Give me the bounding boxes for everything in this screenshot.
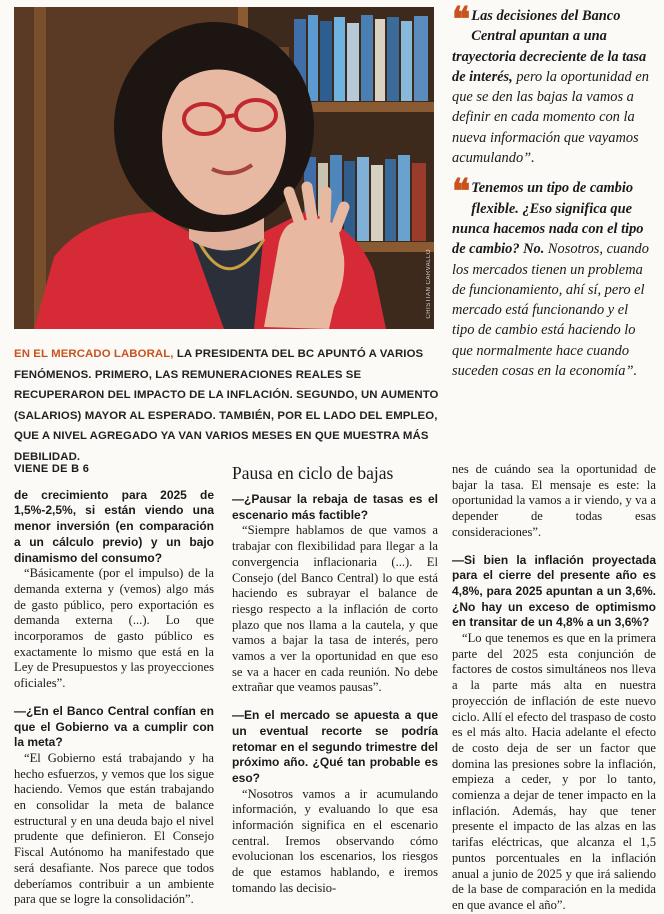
caption-lead: EN EL MERCADO LABORAL, bbox=[14, 348, 174, 360]
answer-paragraph: “El Gobierno está trabajando y ha hecho esfuerzos, y vemos que los sigue haciendo. Vemos que están trabajando en consolidar la meta de balance estructural y en una deuda bajo el nivel prudente que definieron. El Consejo Fiscal Autónomo ha manifestado que será desafiante. Nos parece que todos deberíamos contribuir a un ambiente para que se logre la consolidación”. bbox=[14, 750, 214, 907]
question: —En el mercado se apuesta a que un eventual recorte se podría retomar en el segundo trimestre del próximo año. ¿Qué tan probable es eso? bbox=[232, 708, 438, 785]
article-column-3 bbox=[452, 462, 656, 914]
answer-paragraph: nes de cuándo sea la oportunidad de bajar la tasa. El mensaje es este: la oportunidad la vamos a ir viendo, y va a depender de todas esas consideraciones”. bbox=[452, 462, 656, 539]
pull-quote-1 bbox=[452, 1, 654, 168]
article-column-1 bbox=[14, 462, 214, 908]
question: de crecimiento para 2025 de 1,5%-2,5%, si están viendo una menor inversión (en comparación a un cálculo previo) y un bajo dinamismo del consumo? bbox=[14, 487, 214, 565]
section-subheading: Pausa en ciclo de bajas bbox=[232, 463, 394, 483]
quote-2-bold: Tenemos un tipo de cambio flexible. ¿Eso significa que nunca hacemos nada con el tipo de cambio? No. bbox=[452, 180, 644, 258]
photo-caption bbox=[14, 344, 444, 467]
caption-text: LA PRESIDENTA DEL BC APUNTÓ A VARIOS FENÓMENOS. PRIMERO, LAS REMUNERACIONES REALES SE RECUPERARON DEL IMPACTO DE LA INFLACIÓN. SEGUNDO, UN AUMENTO (SALARIOS) MAYOR AL ESPERADO. TAMBIÉN, POR EL LADO DEL EMPLEO, QUE A NIVEL AGREGADO YA VAN VARIOS MESES EN QUE MUESTRA MÁS DEBILIDAD. bbox=[14, 348, 439, 463]
answer-paragraph: “Lo que tenemos es que en la primera parte del 2025 esta conjunción de factores de costos simultáneos nos lleva a la parte más alta en nuestra proyección de inflación de este nuevo ciclo. Allí el efecto del traspaso de costo es el más alto. Hacia adelante el efecto de costo deja de ser un factor que domina las presiones sobre la inflación, empieza a ceder, y por lo tanto, comienza a dejar de tener impacto en la inflación. Además, hay que tener presente el impacto de las alzas en las tarifas eléctricas, que alcanza el 1,5 puntos porcentuales en la inflación anual a junio de 2025 y que irá saliendo de la base de comparación en la medida en que avance el año”. bbox=[452, 631, 656, 912]
quote-1-bold: Las decisiones del Banco Central apuntan a una trayectoria decreciente de la tasa de interés, bbox=[452, 8, 647, 85]
question: —¿En el Banco Central confían en que el Gobierno va a cumplir con la meta? bbox=[14, 703, 214, 750]
pull-quotes bbox=[452, 1, 654, 381]
answer-paragraph: “Siempre hablamos de que vamos a trabajar con flexibilidad para llegar a la convergencia inflacionaria (...). El Consejo (del Banco Central) lo que está haciendo es subrayar el balance de riesgo respecto a la inflación de corto plazo que nos llama a la cautela, y que vamos a bajar la tasa de interés, pero vamos a ver la oportunidad en que eso se va a hacer en cada reunión. No debe extrañar que veamos pausas”. bbox=[232, 523, 438, 695]
question: —Si bien la inflación proyectada para el cierre del presente año es 4,8%, para 2025 apuntan a un 3,6%. ¿No hay un exceso de optimismo en transitar de un 4,8% a un 3,6%? bbox=[452, 552, 656, 630]
jump-line: VIENE DE B 6 bbox=[14, 463, 90, 475]
portrait-illustration bbox=[14, 7, 434, 329]
quote-1-rest: pero la oportunidad en que se den las bajas la vamos a definir en cada momento con la nueva información que vayamos acumulando”. bbox=[452, 68, 649, 167]
question: —¿Pausar la rebaja de tasas es el escenario más factible? bbox=[232, 492, 438, 522]
answer-paragraph: “Básicamente (por el impulso) de la demanda externa y (vemos) algo más de gasto público, pero exportación es demanda externa (...). Lo que incorporamos de gasto público es exactamente lo mismo que está en la Ley de Presupuestos y las proyecciones oficiales”. bbox=[14, 566, 214, 691]
quote-mark-icon: ❝ bbox=[452, 1, 468, 39]
photo-credit: CRISTIAN CARVALLO bbox=[426, 249, 432, 319]
quote-2-rest: Nosotros, cuando los mercados tienen un problema de funcionamiento, ahí sí, pero el mercado está funcionando y el tipo de cambio está haciendo lo que normalmente hace cuando suceden cosas en la economía”. bbox=[452, 241, 649, 380]
quote-mark-icon: ❝ bbox=[452, 173, 468, 212]
pull-quote-2 bbox=[452, 173, 654, 381]
article-photo bbox=[14, 7, 434, 329]
answer-paragraph: “Nosotros vamos a ir acumulando información, y evaluando lo que esa información significa en el escenario central. Iremos observando cómo evolucionan los escenarios, los riesgos de que estamos hablando, e iremos tomando las decisio- bbox=[232, 786, 438, 895]
article-column-2 bbox=[232, 462, 438, 897]
